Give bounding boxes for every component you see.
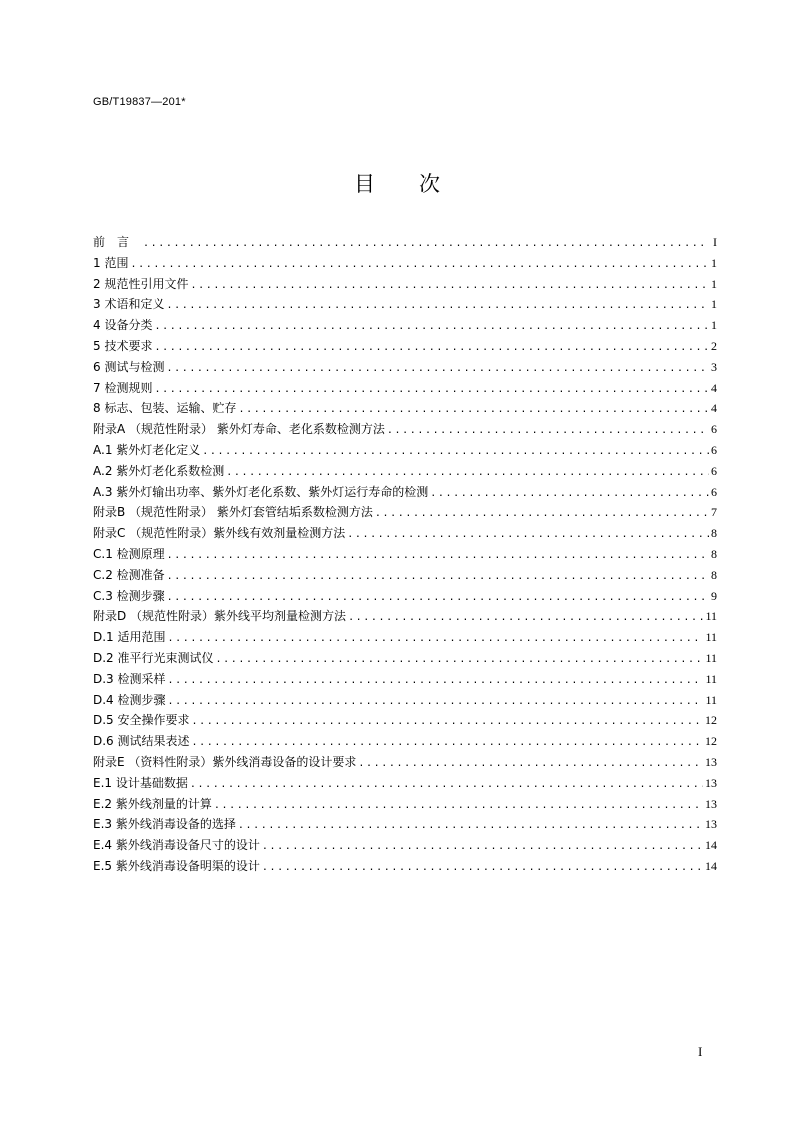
- toc-entry-label: D.5 安全操作要求: [93, 713, 190, 728]
- toc-entry[interactable]: [93, 274, 717, 295]
- toc-entry-label: 附录B （规范性附录） 紫外灯套管结垢系数检测方法: [93, 505, 373, 520]
- toc-leader-dots: [238, 400, 709, 419]
- toc-entry-page: 1: [711, 318, 717, 333]
- toc-leader-dots: [154, 380, 709, 399]
- toc-entry-label: A.3 紫外灯输出功率、紫外灯老化系数、紫外灯运行寿命的检测: [93, 484, 429, 499]
- toc-entry-label: 前言: [93, 235, 142, 249]
- toc-entry[interactable]: [93, 294, 717, 315]
- toc-entry-page: 1: [711, 255, 717, 270]
- toc-leader-dots: [166, 296, 709, 315]
- toc-entry[interactable]: [93, 752, 717, 773]
- toc-entry[interactable]: [93, 814, 717, 835]
- toc-leader-dots: [262, 837, 703, 856]
- toc-entry-page: 4: [711, 401, 717, 416]
- toc-entry-page: 12: [705, 734, 717, 749]
- toc-entry-label: 附录C （规范性附录）紫外线有效剂量检测方法: [93, 526, 346, 541]
- toc-entry-page: 8: [711, 546, 717, 561]
- toc-entry[interactable]: [93, 690, 717, 711]
- toc-entry[interactable]: [93, 710, 717, 731]
- toc-entry[interactable]: [93, 773, 717, 794]
- toc-entry-page: 14: [705, 838, 717, 853]
- toc-entry-label: E.2 紫外线剂量的计算: [93, 796, 212, 811]
- toc-entry-page: 8: [711, 526, 717, 541]
- toc-entry[interactable]: [93, 523, 717, 544]
- toc-leader-dots: [375, 504, 709, 523]
- toc-entry-page: 13: [705, 817, 717, 832]
- toc-leader-dots: [214, 796, 703, 815]
- toc-entry[interactable]: [93, 419, 717, 440]
- toc-entry-page: 11: [705, 609, 717, 624]
- toc-leader-dots: [347, 525, 709, 544]
- toc-leader-dots: [154, 338, 709, 357]
- toc-entry[interactable]: [93, 315, 717, 336]
- toc-entry-page: 6: [711, 484, 717, 499]
- toc-entry-page: I: [713, 235, 717, 249]
- toc-entry[interactable]: [93, 835, 717, 856]
- toc-entry-label: 2 规范性引用文件: [93, 276, 189, 291]
- toc-leader-dots: [192, 712, 703, 731]
- toc-entry[interactable]: [93, 440, 717, 461]
- toc-entry-label: D.1 适用范围: [93, 630, 166, 645]
- toc-entry-page: 2: [711, 338, 717, 353]
- toc-leader-dots: [358, 754, 703, 773]
- toc-entry[interactable]: [93, 398, 717, 419]
- toc-entry-label: E.5 紫外线消毒设备明渠的设计: [93, 858, 260, 873]
- toc-entry-label: 4 设备分类: [93, 318, 153, 333]
- toc-entry-page: 11: [705, 671, 717, 686]
- toc-entry-label: D.2 准平行光束测试仪: [93, 650, 214, 665]
- toc-entry[interactable]: [93, 856, 717, 877]
- toc-leader-dots: [168, 629, 704, 648]
- toc-entry[interactable]: [93, 482, 717, 503]
- toc-entry-page: 3: [711, 359, 717, 374]
- toc-entry-page: 4: [711, 380, 717, 395]
- toc-entry-label: 7 检测规则: [93, 380, 153, 395]
- document-code: GB/T19837—201*: [93, 96, 186, 108]
- toc-entry-label: E.1 设计基础数据: [93, 775, 188, 790]
- toc-entry-label: E.4 紫外线消毒设备尺寸的设计: [93, 838, 260, 853]
- toc-entry[interactable]: [93, 544, 717, 565]
- toc-leader-dots: [190, 775, 703, 794]
- page-number: I: [698, 1044, 703, 1059]
- toc-entry-page: 8: [711, 567, 717, 582]
- toc-entry[interactable]: [93, 378, 717, 399]
- toc-entry-page: 11: [705, 630, 717, 645]
- toc-leader-dots: [238, 816, 703, 835]
- toc-leader-dots: [192, 733, 703, 752]
- toc-leader-dots: [168, 671, 704, 690]
- toc-entry-page: 1: [711, 297, 717, 312]
- toc-entry-label: 8 标志、包装、运输、贮存: [93, 401, 237, 416]
- toc-entry-page: 7: [711, 505, 717, 520]
- toc-entry-label: D.6 测试结果表述: [93, 734, 190, 749]
- toc-entry-page: 6: [711, 442, 717, 457]
- toc-leader-dots: [143, 234, 709, 253]
- toc-title: 目次: [354, 172, 484, 196]
- toc-entry-label: C.1 检测原理: [93, 546, 165, 561]
- toc-leader-dots: [262, 858, 703, 877]
- toc-leader-dots: [387, 421, 709, 440]
- toc-entry-label: 附录D （规范性附录）紫外线平均剂量检测方法: [93, 609, 347, 624]
- toc-entry-label: E.3 紫外线消毒设备的选择: [93, 817, 236, 832]
- toc-entry[interactable]: [93, 565, 717, 586]
- toc-entry-label: 6 测试与检测: [93, 359, 165, 374]
- toc-entry-label: 1 范围: [93, 255, 129, 270]
- toc-entry-label: C.3 检测步骤: [93, 588, 165, 603]
- toc-entry-label: 附录E （资料性附录）紫外线消毒设备的设计要求: [93, 754, 357, 769]
- toc-entry[interactable]: [93, 606, 717, 627]
- toc-entry-page: 13: [705, 754, 717, 769]
- toc-entry-page: 12: [705, 713, 717, 728]
- toc-entry-page: 13: [705, 796, 717, 811]
- toc-entry[interactable]: [93, 461, 717, 482]
- toc-leader-dots: [167, 567, 709, 586]
- toc-entry[interactable]: [93, 253, 717, 274]
- toc-leader-dots: [430, 484, 709, 503]
- toc-leader-dots: [202, 442, 709, 461]
- toc-entry[interactable]: [93, 648, 717, 669]
- toc-leader-dots: [226, 463, 709, 482]
- toc-entry-label: A.1 紫外灯老化定义: [93, 442, 201, 457]
- toc-entry-page: 6: [711, 463, 717, 478]
- toc-leader-dots: [348, 608, 703, 627]
- toc-entry[interactable]: [93, 669, 717, 690]
- toc-leader-dots: [166, 359, 709, 378]
- toc-entry[interactable]: [93, 232, 717, 253]
- table-of-contents: [93, 232, 717, 877]
- toc-entry[interactable]: [93, 794, 717, 815]
- toc-entry-label: 附录A （规范性附录） 紫外灯寿命、老化系数检测方法: [93, 422, 385, 437]
- toc-leader-dots: [130, 255, 709, 274]
- toc-entry-label: 5 技术要求: [93, 338, 153, 353]
- toc-entry[interactable]: [93, 731, 717, 752]
- toc-entry[interactable]: [93, 627, 717, 648]
- toc-entry[interactable]: [93, 336, 717, 357]
- toc-entry-label: D.3 检测采样: [93, 671, 166, 686]
- toc-entry[interactable]: [93, 502, 717, 523]
- toc-entry-page: 11: [705, 692, 717, 707]
- toc-leader-dots: [154, 317, 709, 336]
- toc-leader-dots: [190, 276, 709, 295]
- toc-entry-label: C.2 检测准备: [93, 567, 165, 582]
- toc-entry-label: A.2 紫外灯老化系数检测: [93, 463, 225, 478]
- toc-entry[interactable]: [93, 586, 717, 607]
- toc-entry-label: D.4 检测步骤: [93, 692, 166, 707]
- toc-leader-dots: [216, 650, 704, 669]
- toc-entry-label: 3 术语和定义: [93, 297, 165, 312]
- toc-leader-dots: [168, 692, 704, 711]
- toc-entry-page: 1: [711, 276, 717, 291]
- toc-leader-dots: [167, 546, 709, 565]
- toc-entry-page: 6: [711, 422, 717, 437]
- toc-leader-dots: [167, 588, 709, 607]
- toc-entry-page: 13: [705, 775, 717, 790]
- toc-entry[interactable]: [93, 357, 717, 378]
- toc-entry-page: 11: [705, 650, 717, 665]
- toc-entry-page: 9: [711, 588, 717, 603]
- toc-entry-page: 14: [705, 858, 717, 873]
